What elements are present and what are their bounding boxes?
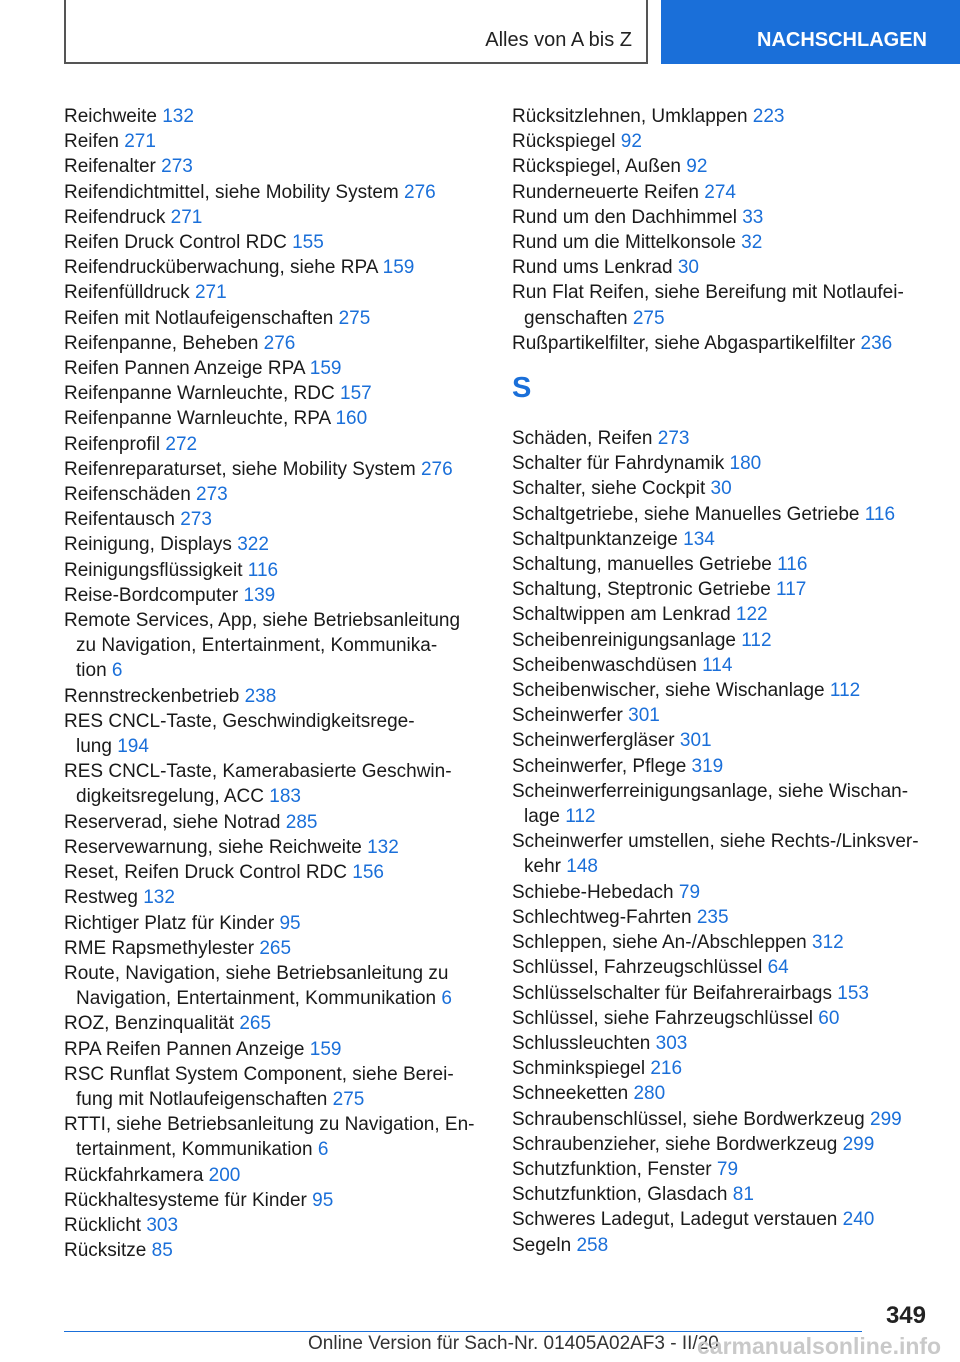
index-entry-term: Route, Navigation, siehe Betriebsanleitung zu Navigation, Entertainment, Kommunikation	[64, 962, 449, 1010]
index-entry	[512, 703, 932, 728]
index-entry	[64, 1112, 482, 1162]
footer-text: Online Version für Sach-Nr. 01405A02AF3 - II/20	[308, 1333, 719, 1354]
index-entry-term: Richtiger Platz für Kinder	[64, 912, 275, 934]
index-entry	[64, 432, 482, 457]
index-entry	[512, 230, 932, 255]
index-page-link[interactable]: 280	[633, 1083, 666, 1105]
index-page-link[interactable]: 285	[285, 811, 318, 833]
index-entry	[64, 961, 482, 1011]
index-entry	[64, 205, 482, 230]
index-page-link[interactable]: 180	[729, 453, 762, 475]
index-entry-term: Reifendichtmittel, siehe Mobility System	[64, 181, 399, 203]
index-page-link[interactable]: 112	[565, 806, 596, 828]
index-entry-term: Scheinwerfer umstellen, siehe Rechts-/Linksver‐ kehr	[512, 831, 919, 878]
index-entry	[64, 1238, 482, 1263]
index-page-link[interactable]: 6	[317, 1139, 329, 1161]
index-entry	[512, 1031, 932, 1056]
index-entry-term: RPA Reifen Pannen Anzeige	[64, 1038, 305, 1060]
index-page-link[interactable]: 30	[677, 257, 699, 279]
index-entry	[512, 1006, 932, 1031]
index-entry-term: Rußpartikelfilter, siehe Abgaspartikelfilter	[512, 332, 856, 354]
index-entry	[512, 981, 932, 1006]
index-entry	[64, 810, 482, 835]
index-page-link[interactable]: 155	[292, 232, 324, 254]
index-entry-term: Reifenpanne Warnleuchte, RDC	[64, 383, 335, 405]
watermark: carmanualsonline.info	[697, 1333, 942, 1359]
index-entry-term: Schleppen, siehe An-/Abschleppen	[512, 932, 807, 954]
index-page-link[interactable]: 116	[864, 503, 896, 525]
index-entry-term: Rückhaltesysteme für Kinder	[64, 1189, 307, 1211]
index-page-link[interactable]: 32	[741, 232, 763, 254]
index-page-link[interactable]: 271	[124, 131, 156, 153]
index-entry	[64, 457, 482, 482]
index-page-link[interactable]: 79	[716, 1158, 739, 1180]
index-page-link[interactable]: 275	[332, 1088, 365, 1110]
index-page-link[interactable]: 272	[165, 433, 198, 455]
index-entry-term: Reise-Bordcomputer	[64, 584, 239, 606]
index-entry-term: Reinigung, Displays	[64, 534, 232, 556]
index-entry-term: Reifen Druck Control RDC	[64, 232, 287, 254]
index-entry-term: RSC Runflat System Component, siehe Berei‐ fung mit Notlaufeigenschaften	[64, 1063, 454, 1110]
index-page-link[interactable]: 273	[657, 428, 690, 450]
index-entry-term: Rückspiegel	[512, 131, 616, 153]
index-page-link[interactable]: 299	[842, 1133, 875, 1155]
index-column-right	[512, 104, 932, 1258]
index-entry-term: Run Flat Reifen, siehe Bereifung mit Notlaufei‐ genschaften	[512, 282, 904, 329]
index-entry	[64, 885, 482, 910]
index-entry	[512, 577, 932, 602]
index-page-link[interactable]: 64	[767, 957, 789, 979]
index-page-link[interactable]: 153	[837, 982, 869, 1004]
index-page-link[interactable]: 160	[335, 408, 368, 430]
index-entry	[512, 754, 932, 779]
index-entry-term: Schäden, Reifen	[512, 428, 653, 450]
index-page-link[interactable]: 95	[312, 1189, 334, 1211]
index-entry	[64, 331, 482, 356]
index-entry	[64, 280, 482, 305]
index-entry	[512, 129, 932, 154]
index-entry	[512, 829, 932, 879]
index-page-link[interactable]: 92	[686, 156, 708, 178]
index-entry-term: Reifentausch	[64, 509, 175, 531]
index-entry-term: Scheibenwischer, siehe Wischanlage	[512, 680, 825, 702]
index-entry	[64, 230, 482, 255]
index-entry	[512, 880, 932, 905]
index-entry	[64, 558, 482, 583]
index-entry-term: Reifenalter	[64, 156, 156, 178]
index-entry-term: Scheibenwaschdüsen	[512, 654, 697, 676]
index-entry-term: Rücklicht	[64, 1214, 142, 1236]
index-page-link[interactable]: 276	[263, 332, 296, 354]
index-page-link[interactable]: 276	[420, 458, 453, 480]
index-entry-term: Segeln	[512, 1234, 572, 1256]
index-page-link[interactable]: 116	[247, 559, 279, 581]
index-entry-term: Reinigungsflüssigkeit	[64, 559, 243, 581]
index-entry	[64, 583, 482, 608]
index-entry-term: Reifen	[64, 131, 119, 153]
index-page-link[interactable]: 33	[742, 206, 764, 228]
index-page-link[interactable]: 139	[243, 584, 276, 606]
index-entry-term: Schlechtweg-Fahrten	[512, 906, 692, 928]
index-entry	[64, 507, 482, 532]
index-entry-term: Rennstreckenbetrieb	[64, 685, 240, 707]
index-entry-term: Scheinwerferreinigungsanlage, siehe Wischan‐ lage	[512, 780, 909, 828]
index-page-link[interactable]: 122	[735, 604, 768, 626]
index-page-link[interactable]: 95	[279, 912, 301, 934]
index-entry	[64, 936, 482, 961]
index-entry-term: RTTI, siehe Betriebsanleitung zu Navigation, En‐ tertainment, Kommunikation	[64, 1114, 475, 1161]
index-page-link[interactable]: 79	[678, 881, 701, 903]
index-entry-term: Reserverad, siehe Notrad	[64, 811, 281, 833]
index-page-link[interactable]: 301	[679, 730, 712, 752]
index-entry	[64, 482, 482, 507]
index-page-link[interactable]: 200	[208, 1164, 241, 1186]
index-page-link[interactable]: 223	[752, 106, 785, 127]
index-entry-term: Rückfahrkamera	[64, 1164, 204, 1186]
index-page-link[interactable]: 303	[655, 1032, 688, 1054]
index-entry-term: Schlussleuchten	[512, 1032, 651, 1054]
index-entry-term: Schaltgetriebe, siehe Manuelles Getriebe	[512, 503, 860, 525]
index-entry-term: Runderneuerte Reifen	[512, 181, 699, 203]
index-entry	[64, 1062, 482, 1112]
index-page-link[interactable]: 85	[151, 1240, 173, 1262]
index-page-link[interactable]: 276	[404, 181, 436, 203]
index-entry	[512, 502, 932, 527]
index-page-link[interactable]: 6	[111, 660, 123, 682]
index-entry-term: Rund um die Mittelkonsole	[512, 232, 736, 254]
index-entry	[64, 1037, 482, 1062]
index-entry	[64, 306, 482, 331]
index-entry	[512, 1132, 932, 1157]
index-entry-term: RES CNCL-Taste, Kamerabasierte Geschwin‐ digkeitsregelung, ACC	[64, 761, 452, 808]
index-entry	[64, 129, 482, 154]
index-entry-term: Reifen mit Notlaufeigenschaften	[64, 307, 334, 329]
index-page-link[interactable]: 156	[352, 862, 384, 884]
index-page-link[interactable]: 183	[269, 786, 301, 808]
index-page-link[interactable]: 273	[161, 156, 193, 178]
index-page-link[interactable]: 274	[704, 181, 736, 203]
index-entry-term: Schutzfunktion, Glasdach	[512, 1184, 728, 1206]
index-entry-term: Reifenreparaturset, siehe Mobility System	[64, 458, 416, 480]
index-page-link[interactable]: 116	[777, 554, 808, 576]
index-page-link[interactable]: 236	[860, 332, 893, 354]
index-entry	[64, 1163, 482, 1188]
index-page-link[interactable]: 60	[818, 1007, 840, 1029]
index-page-link[interactable]: 271	[194, 282, 227, 304]
index-page-link[interactable]: 159	[309, 1038, 342, 1060]
index-entry-term: Rund um den Dachhimmel	[512, 206, 737, 228]
index-page-link[interactable]: 275	[338, 307, 371, 329]
index-entry	[512, 180, 932, 205]
index-page-link[interactable]: 117	[776, 579, 807, 601]
index-entry-term: Scheinwerfer, Pflege	[512, 755, 687, 777]
index-page-link[interactable]: 148	[566, 856, 598, 878]
index-entry-term: Schalter, siehe Cockpit	[512, 478, 706, 500]
index-entry	[512, 1233, 932, 1258]
index-page-link[interactable]: 30	[710, 478, 732, 500]
index-page-link[interactable]: 235	[696, 906, 729, 928]
index-entry	[512, 1056, 932, 1081]
index-page-link[interactable]: 301	[628, 705, 660, 727]
index-entry	[512, 205, 932, 230]
index-entry-term: Reifendruck	[64, 206, 166, 228]
index-entry-term: Reset, Reifen Druck Control RDC	[64, 862, 347, 884]
index-entry-term: Schminkspiegel	[512, 1058, 646, 1080]
index-entry	[64, 759, 482, 809]
index-group-s	[512, 426, 932, 1258]
index-entry	[512, 602, 932, 627]
index-page-link[interactable]: 271	[170, 206, 203, 228]
index-entry-term: Rund ums Lenkrad	[512, 257, 673, 279]
index-entry-term: Schlüssel, siehe Fahrzeugschlüssel	[512, 1007, 813, 1029]
index-entry-term: Schutzfunktion, Fenster	[512, 1158, 712, 1180]
index-entry-term: Rücksitzlehnen, Umklappen	[512, 106, 748, 127]
index-entry-term: Rücksitze	[64, 1240, 147, 1262]
index-page-link[interactable]: 319	[691, 755, 724, 777]
index-entry-term: Rückspiegel, Außen	[512, 156, 681, 178]
index-page-link[interactable]: 238	[244, 685, 277, 707]
index-entry	[64, 1011, 482, 1036]
index-entry	[64, 608, 482, 684]
index-entry-term: Schraubenschlüssel, siehe Bordwerkzeug	[512, 1108, 865, 1130]
index-page-link[interactable]: 81	[732, 1184, 754, 1206]
index-page-link[interactable]: 322	[237, 534, 269, 556]
index-entry	[512, 1107, 932, 1132]
index-entry-term: Schlüssel, Fahrzeugschlüssel	[512, 957, 763, 979]
index-entry	[64, 860, 482, 885]
index-entry-term: Reservewarnung, siehe Reichweite	[64, 836, 362, 858]
section-label: Alles von A bis Z	[485, 29, 632, 51]
index-page-link[interactable]: 132	[162, 106, 194, 127]
index-entry-term: Scheibenreinigungsanlage	[512, 629, 736, 651]
index-entry	[512, 905, 932, 930]
index-entry-term: Reifen Pannen Anzeige RPA	[64, 358, 305, 380]
index-entry	[512, 1081, 932, 1106]
index-page-link[interactable]: 132	[367, 836, 399, 858]
index-column-left	[64, 104, 482, 1263]
index-page-link[interactable]: 265	[259, 937, 292, 959]
index-page-link[interactable]: 299	[870, 1108, 902, 1130]
index-entry-term: Reifenfülldruck	[64, 282, 190, 304]
index-page-link[interactable]: 112	[829, 680, 861, 702]
index-page-link[interactable]: 312	[812, 932, 844, 954]
index-entry	[64, 532, 482, 557]
index-entry	[64, 1213, 482, 1238]
index-entry	[512, 476, 932, 501]
index-entry-term: Schiebe-Hebedach	[512, 881, 674, 903]
index-entry	[64, 381, 482, 406]
index-entry	[512, 154, 932, 179]
index-entry	[64, 104, 482, 129]
index-entry-term: ROZ, Benzinqualität	[64, 1013, 235, 1035]
index-page-link[interactable]: 194	[117, 736, 149, 758]
index-entry-term: Reifenpanne, Beheben	[64, 332, 259, 354]
index-entry	[512, 728, 932, 753]
index-entry-term: Schaltung, manuelles Getriebe	[512, 554, 772, 576]
index-entry	[64, 709, 482, 759]
index-entry-term: Schaltpunktanzeige	[512, 528, 678, 550]
index-page-link[interactable]: 240	[842, 1209, 875, 1231]
index-entry	[512, 955, 932, 980]
header-section-tab	[64, 0, 648, 64]
index-entry-term: RES CNCL-Taste, Geschwindigkeitsrege‐ lung	[64, 710, 415, 758]
index-entry	[64, 255, 482, 280]
index-entry	[512, 653, 932, 678]
index-entry	[512, 678, 932, 703]
index-entry	[64, 684, 482, 709]
index-entry	[512, 779, 932, 829]
index-entry-term: Scheinwerfergläser	[512, 730, 675, 752]
index-entry-term: Schraubenzieher, siehe Bordwerkzeug	[512, 1133, 838, 1155]
index-entry-term: Reifendrucküberwachung, siehe RPA	[64, 257, 378, 279]
index-entry-term: Reifenprofil	[64, 433, 161, 455]
index-entry	[512, 280, 932, 330]
index-entry	[512, 527, 932, 552]
index-page-link[interactable]: 114	[702, 654, 733, 676]
index-entry	[512, 1207, 932, 1232]
index-page-link[interactable]: 157	[340, 383, 372, 405]
index-entry	[64, 835, 482, 860]
index-entry	[64, 406, 482, 431]
index-page-link[interactable]: 303	[146, 1214, 179, 1236]
index-page-link[interactable]: 273	[196, 484, 228, 506]
index-page-link[interactable]: 6	[441, 988, 452, 1010]
index-page-link[interactable]: 216	[650, 1058, 683, 1080]
index-entry	[512, 552, 932, 577]
index-entry-term: Schlüsselschalter für Beifahrerairbags	[512, 982, 832, 1004]
index-page-link[interactable]: 112	[741, 629, 772, 651]
index-entry-term: Schweres Ladegut, Ladegut verstauen	[512, 1209, 838, 1231]
index-entry-term: RME Rapsmethylester	[64, 937, 255, 959]
index-entry-term: Restweg	[64, 887, 138, 909]
index-entry	[512, 628, 932, 653]
index-page-link[interactable]: 92	[620, 131, 642, 153]
index-entry-term: Remote Services, App, siehe Betriebsanleitung zu Navigation, Entertainment, Kommunika‐ tion	[64, 610, 461, 682]
index-entry-term: Schneeketten	[512, 1083, 629, 1105]
index-page-link[interactable]: 265	[239, 1013, 272, 1035]
index-entry-term: Reifenschäden	[64, 484, 191, 506]
index-entry	[512, 255, 932, 280]
index-entry	[64, 356, 482, 381]
index-entry	[64, 180, 482, 205]
index-entry-term: Schaltwippen am Lenkrad	[512, 604, 731, 626]
index-entry-term: Schalter für Fahrdynamik	[512, 453, 725, 475]
index-entry-term: Schaltung, Steptronic Getriebe	[512, 579, 771, 601]
index-page-link[interactable]: 159	[382, 257, 415, 279]
header-chapter-tab	[661, 0, 960, 64]
index-page-link[interactable]: 132	[143, 887, 175, 909]
index-entry	[64, 1188, 482, 1213]
index-page-link[interactable]: 258	[576, 1234, 609, 1256]
index-entry-term: Reichweite	[64, 106, 157, 127]
index-entry	[512, 1182, 932, 1207]
index-entry	[512, 451, 932, 476]
index-page-link[interactable]: 273	[180, 509, 212, 531]
index-page-link[interactable]: 134	[683, 528, 715, 550]
index-group-r-continued	[512, 104, 932, 356]
index-entry	[512, 104, 932, 129]
footer-divider	[64, 1331, 862, 1332]
index-entry	[512, 331, 932, 356]
index-entry-term: Reifenpanne Warnleuchte, RPA	[64, 408, 331, 430]
chapter-label: NACHSCHLAGEN	[757, 29, 927, 51]
index-entry-term: Scheinwerfer	[512, 705, 623, 727]
index-entry	[64, 911, 482, 936]
section-letter-heading: S	[512, 372, 532, 405]
page-number: 349	[885, 1302, 926, 1329]
index-entry	[512, 930, 932, 955]
index-entry	[512, 1157, 932, 1182]
index-page-link[interactable]: 275	[632, 307, 665, 329]
index-page-link[interactable]: 159	[309, 358, 342, 380]
index-entry	[512, 426, 932, 451]
index-entry	[64, 154, 482, 179]
